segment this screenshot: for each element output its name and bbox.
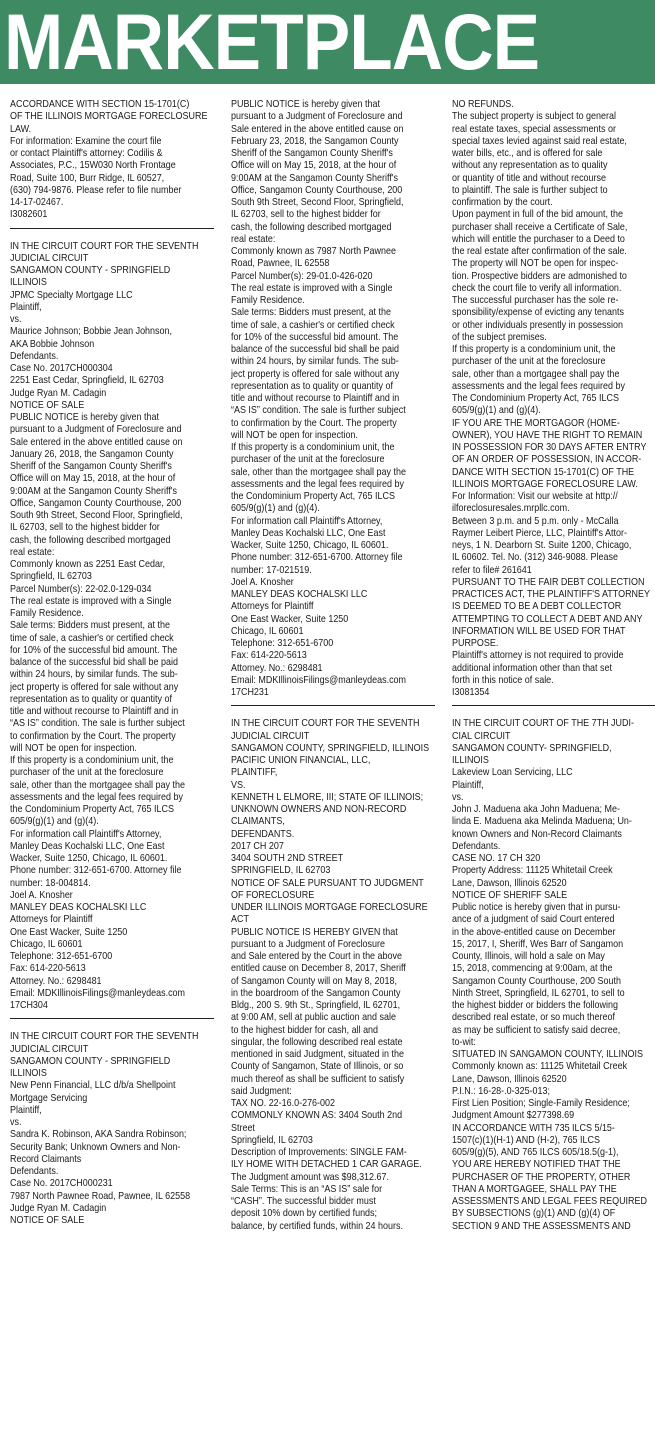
notice-line: NO REFUNDS. bbox=[452, 99, 514, 110]
notice-line: mentioned in said Judgment, situated in the bbox=[231, 1049, 404, 1060]
notice-line: or quantity of title and without recourse bbox=[452, 172, 606, 184]
notice-line: Judge Ryan M. Cadagin bbox=[10, 387, 107, 399]
notice-line: balance of the successful bid shall be paid bbox=[231, 344, 399, 355]
legal-notice bbox=[452, 718, 655, 1233]
notice-line: IS DEEMED TO BE A DEBT COLLECTOR bbox=[452, 601, 622, 613]
notice-line: to the highest bidder for cash, all and bbox=[231, 1024, 379, 1036]
legal-notice bbox=[10, 241, 214, 1013]
notice-line: forth in this notice of sale. bbox=[452, 674, 554, 686]
legal-notice bbox=[10, 99, 214, 222]
notice-line: ilforeclosuresales.mrpllc.com. bbox=[452, 503, 570, 515]
notice-line: Springfield, IL 62703 bbox=[10, 571, 92, 583]
notice-line: special taxes levied against said real estate, bbox=[452, 135, 627, 147]
notice-line: sale, other than the mortgagee shall pay the bbox=[10, 779, 185, 791]
notice-line: 1507(c)(1)(H-1) AND (H-2), 765 ILCS bbox=[452, 1134, 600, 1146]
notice-line: Plaintiff, bbox=[10, 1104, 42, 1116]
notice-line: representation as to quality or quantity of bbox=[10, 693, 172, 705]
notice-line: purchaser of the unit at the foreclosure bbox=[231, 454, 385, 466]
notice-line: If this property is a condominium unit, the bbox=[452, 344, 616, 355]
notice-line: Email: MDKIllinoisFilings@manleydeas.com bbox=[10, 987, 186, 999]
notice-line: SECTION 9 AND THE ASSESSMENTS AND bbox=[452, 1220, 631, 1232]
notice-line: Lane, Dawson, Illinois 62520 bbox=[452, 1073, 567, 1085]
notice-line: to plaintiff. The sale is further subject to bbox=[452, 184, 608, 196]
notice-line: Sale entered in the above entitled cause on bbox=[231, 123, 404, 135]
notice-line: 9:00AM at the Sangamon County Sheriff's bbox=[231, 172, 399, 184]
notice-line: at 9:00 AM, sell at public auction and sale bbox=[231, 1012, 396, 1024]
notice-line: I3082601 bbox=[10, 209, 48, 221]
notice-line: “CASH”. The successful bidder must bbox=[231, 1196, 376, 1207]
notice-line: Office will on May 15, 2018, at the hour of bbox=[231, 160, 397, 172]
notice-line: IL 62703, sell to the highest bidder for bbox=[10, 522, 160, 534]
notice-line: The real estate is improved with a Single bbox=[231, 282, 393, 294]
notice-line: February 23, 2018, the Sangamon County bbox=[231, 135, 399, 147]
notice-line: Plaintiff, bbox=[452, 779, 484, 791]
notice-line: and Sale entered by the Court in the above bbox=[231, 951, 402, 962]
notice-line: singular, the following described real estate bbox=[231, 1036, 403, 1048]
notice-line: BY SUBSECTIONS (g)(1) AND (g)(4) OF bbox=[452, 1208, 616, 1220]
notice-line: 605/9(g)(1) and (g)(4). bbox=[452, 405, 541, 417]
notice-line: ject property is offered for sale without any bbox=[10, 681, 179, 693]
notice-line: neys, 1 N. Dearborn St. Suite 1200, Chicago, bbox=[452, 540, 632, 551]
notice-line: County, Illinois, will hold a sale on May bbox=[452, 951, 605, 962]
notice-line: SPRINGFIELD, IL 62703 bbox=[231, 865, 331, 877]
notice-line: for 10% of the successful bid amount. The bbox=[10, 644, 178, 656]
notice-line: Public notice is hereby given that in pursu- bbox=[452, 902, 621, 913]
notice-line: CIAL CIRCUIT bbox=[452, 730, 511, 742]
notice-line: Joel A. Knosher bbox=[231, 576, 294, 588]
notice-line: NOTICE OF SALE PURSUANT TO JUDGMENT bbox=[231, 877, 424, 889]
notice-line: If this property is a condominium unit, the bbox=[231, 442, 395, 453]
notice-line: Attorneys for Plaintiff bbox=[10, 914, 93, 926]
notice-line: much thereof as shall be sufficient to satisfy bbox=[231, 1073, 405, 1085]
notice-line: in the boardroom of the Sangamon County bbox=[231, 987, 401, 999]
notice-line: Judge Ryan M. Cadagin bbox=[10, 1202, 107, 1214]
notice-line: UNKNOWN OWNERS AND NON-RECORD bbox=[231, 804, 407, 815]
notice-divider bbox=[10, 228, 214, 229]
notice-line: time of sale, a cashier's or certified check bbox=[231, 319, 395, 331]
notice-line: NOTICE OF SHERIFF SALE bbox=[452, 889, 568, 901]
notice-line: Sale Terms: This is an “AS IS” sale for bbox=[231, 1183, 383, 1195]
notice-line: Sheriff of the Sangamon County Sheriff's bbox=[231, 148, 393, 159]
notice-line: IN THE CIRCUIT COURT FOR THE SEVENTH bbox=[231, 718, 420, 730]
notice-line: 14-17-02467. bbox=[10, 197, 64, 208]
notice-line: I3081354 bbox=[452, 687, 490, 698]
notice-line: 9:00AM at the Sangamon County Sheriff's bbox=[10, 485, 178, 497]
notice-line: “AS IS” condition. The sale is further subject bbox=[10, 718, 185, 730]
notice-line: SANGAMON COUNTY, SPRINGFIELD, ILLINOIS bbox=[231, 742, 430, 754]
notice-line: Manley Deas Kochalski LLC, One East bbox=[231, 527, 386, 539]
legal-notice bbox=[231, 718, 435, 1233]
notice-line: cash, the following described mortgaged bbox=[10, 534, 171, 546]
notice-line: Parcel Number(s): 29-01.0-426-020 bbox=[231, 270, 373, 282]
notice-line: Defendants. bbox=[10, 1166, 59, 1177]
notice-line: described real estate, or so much thereof bbox=[452, 1012, 615, 1024]
notice-line: Plaintiff, bbox=[10, 301, 42, 313]
notice-line: within 24 hours, by similar funds. The sub- bbox=[10, 669, 178, 681]
notice-line: 15, 2018, commencing at 9:00am, at the bbox=[452, 963, 613, 975]
notice-line: title and without recourse to Plaintiff and in bbox=[10, 706, 179, 717]
notice-line: For information call Plaintiff's Attorney, bbox=[231, 515, 383, 527]
notice-line: Parcel Number(s): 22-02.0-129-034 bbox=[10, 583, 152, 595]
notice-line: pursuant to a Judgment of Foreclosure and bbox=[231, 111, 403, 123]
notice-line: for 10% of the successful bid amount. The bbox=[231, 331, 399, 343]
notice-line: THAN A MORTGAGEE, SHALL PAY THE bbox=[452, 1183, 617, 1195]
notice-line: tion. Prospective bidders are admonished to bbox=[452, 270, 627, 282]
notice-line: ILLINOIS bbox=[10, 1068, 47, 1079]
notice-line: The Judgment amount was $98,312.67. bbox=[231, 1171, 389, 1183]
notice-line: IL 62703, sell to the highest bidder for bbox=[231, 209, 381, 221]
notice-line: Commonly known as 7987 North Pawnee bbox=[231, 246, 396, 257]
notice-line: OF THE ILLINOIS MORTGAGE FORECLOSURE bbox=[10, 111, 208, 123]
notice-line: If this property is a condominium unit, the bbox=[10, 755, 174, 766]
notice-line: Upon payment in full of the bid amount, the bbox=[452, 209, 623, 221]
notice-divider bbox=[231, 705, 435, 706]
notice-line: PURCHASER OF THE PROPERTY, OTHER bbox=[452, 1171, 631, 1183]
notice-line: Sale terms: Bidders must present, at the bbox=[231, 307, 391, 319]
notice-line: assessments and the legal fees required by bbox=[452, 380, 625, 392]
notice-line: PUBLIC NOTICE is hereby given that bbox=[10, 412, 159, 423]
notice-line: Plaintiff's attorney is not required to provide bbox=[452, 650, 624, 662]
notice-line: The Condominium Property Act, 765 ILCS bbox=[452, 393, 619, 404]
column-3 bbox=[452, 99, 655, 1449]
notice-line: The successful purchaser has the sole re- bbox=[452, 295, 619, 306]
notice-line: check the court file to verify all information. bbox=[452, 282, 622, 294]
notice-line: One East Wacker, Suite 1250 bbox=[231, 613, 349, 625]
notice-line: Maurice Johnson; Bobbie Jean Johnson, bbox=[10, 326, 172, 338]
notice-line: purchaser of the unit at the foreclosure bbox=[452, 356, 606, 368]
legal-notice bbox=[231, 99, 435, 699]
notice-line: 605/9(g)(1) and (g)(4). bbox=[231, 503, 320, 515]
notice-line: sale, other than the mortgagee shall pay the bbox=[231, 466, 406, 478]
notice-line: One East Wacker, Suite 1250 bbox=[10, 926, 128, 938]
notice-line: ACCORDANCE WITH SECTION 15-1701(C) bbox=[10, 99, 190, 110]
notice-line: vs. bbox=[10, 314, 22, 325]
notice-line: Mortgage Servicing bbox=[10, 1092, 88, 1104]
notice-line: Raymer Leibert Pierce, LLC, Plaintiff's Attor- bbox=[452, 527, 627, 539]
notice-line: 605/9(g)(1) and (g)(4). bbox=[10, 816, 99, 828]
section-title: MARKETPLACE bbox=[4, 0, 540, 86]
notice-line: First Lien Position; Single-Family Residence; bbox=[452, 1098, 630, 1109]
notice-line: Sandra K. Robinson, AKA Sandra Robinson; bbox=[10, 1129, 187, 1141]
notice-line: additional information other than that set bbox=[452, 662, 612, 674]
notice-line: 15, 2017, I, Sheriff, Wes Barr of Sangamon bbox=[452, 938, 624, 950]
notice-line: SANGAMON COUNTY - SPRINGFIELD bbox=[10, 1055, 171, 1067]
notice-line: Joel A. Knosher bbox=[10, 889, 73, 901]
notice-line: IN ACCORDANCE WITH 735 ILCS 5/15- bbox=[452, 1122, 615, 1134]
notice-line: INFORMATION WILL BE USED FOR THAT bbox=[452, 625, 626, 637]
notice-line: 17CH231 bbox=[231, 687, 269, 698]
notice-line: ASSESSMENTS AND LEGAL FEES REQUIRED bbox=[452, 1196, 647, 1207]
notice-line: purchaser shall receive a Certificate of Sale, bbox=[452, 221, 628, 233]
notice-line: Case No. 2017CH000304 bbox=[10, 363, 113, 374]
notice-line: Description of Improvements: SINGLE FAM- bbox=[231, 1147, 407, 1158]
notice-line: TAX NO. 22-16.0-276-002 bbox=[231, 1098, 335, 1109]
notice-line: number: 18-004814. bbox=[10, 877, 91, 889]
notice-line: vs. bbox=[10, 1117, 22, 1128]
column-2 bbox=[231, 99, 435, 1449]
notice-line: Phone number: 312-651-6700. Attorney file bbox=[231, 552, 403, 564]
notice-line: January 26, 2018, the Sangamon County bbox=[10, 448, 174, 460]
notice-line: Defendants. bbox=[452, 840, 501, 852]
notice-line: Office will on May 15, 2018, at the hour of bbox=[10, 473, 176, 485]
notice-line: PURSUANT TO THE FAIR DEBT COLLECTION bbox=[452, 576, 645, 588]
notice-line: Commonly known as 2251 East Cedar, bbox=[10, 559, 165, 570]
notice-line: For information: Examine the court file bbox=[10, 135, 162, 147]
notice-line: said Judgment: bbox=[231, 1085, 292, 1097]
notice-line: KENNETH L ELMORE, III; STATE OF ILLINOIS; bbox=[231, 791, 424, 803]
notice-line: John J. Maduena aka John Maduena; Me- bbox=[452, 804, 620, 815]
notice-line: Commonly known as: 11125 Whitetail Creek bbox=[452, 1061, 628, 1073]
notice-line: the Condominium Property Act, 765 ILCS bbox=[10, 804, 174, 815]
notice-line: DANCE WITH SECTION 15-1701(C) OF THE bbox=[452, 466, 635, 478]
legal-notice bbox=[10, 1031, 214, 1227]
notice-line: ject property is offered for sale without any bbox=[231, 368, 400, 380]
notice-line: JUDICIAL CIRCUIT bbox=[10, 1043, 89, 1055]
notice-line: real estate: bbox=[231, 233, 276, 245]
notice-line: CASE NO. 17 CH 320 bbox=[452, 853, 541, 864]
notice-line: Chicago, IL 60601 bbox=[231, 625, 304, 637]
legal-notice bbox=[452, 99, 655, 699]
notice-line: Bldg., 200 S. 9th St., Springfield, IL 62701, bbox=[231, 1000, 401, 1011]
notice-line: Property Address: 11125 Whitetail Creek bbox=[452, 865, 613, 877]
notice-line: Telephone: 312-651-6700 bbox=[231, 638, 334, 649]
notice-line: without any representation as to quality bbox=[452, 160, 608, 172]
notice-line: South 9th Street, Second Floor, Springfield, bbox=[10, 510, 183, 521]
notice-line: Sheriff of the Sangamon County Sheriff's bbox=[10, 461, 172, 472]
notice-line: time of sale, a cashier's or certified check bbox=[10, 632, 174, 644]
notice-line: OF FORECLOSURE bbox=[231, 889, 315, 901]
notice-line: NOTICE OF SALE bbox=[10, 1215, 85, 1226]
notice-line: number: 17-021519. bbox=[231, 564, 312, 576]
notice-line: NOTICE OF SALE bbox=[10, 399, 85, 411]
notice-line: the Condominium Property Act, 765 ILCS bbox=[231, 491, 395, 502]
notice-line: water bills, etc., and is offered for sale bbox=[452, 148, 603, 159]
notice-line: refer to file# 261641 bbox=[452, 564, 532, 576]
notice-line: or other individuals presently in possession bbox=[452, 319, 623, 331]
notice-line: IF YOU ARE THE MORTGAGOR (HOME- bbox=[452, 417, 620, 429]
notice-line: in the above-entitled cause on December bbox=[452, 926, 616, 938]
notice-line: entitled cause on December 8, 2017, Sheriff bbox=[231, 963, 406, 975]
notice-line: “AS IS” condition. The sale is further subject bbox=[231, 405, 406, 417]
notice-line: ACT bbox=[231, 914, 249, 926]
notice-line: IL 60602. Tel. No. (312) 346-9088. Please bbox=[452, 552, 618, 564]
notice-line: representation as to quality or quantity of bbox=[231, 380, 393, 392]
notice-line: Record Claimants bbox=[10, 1153, 82, 1165]
notice-line: Wacker, Suite 1250, Chicago, IL 60601. bbox=[10, 853, 168, 864]
notice-line: will NOT be open for inspection. bbox=[231, 429, 358, 441]
notice-line: 605/9(g)(5), AND 765 ILCS 605/18.5(g-1), bbox=[452, 1147, 619, 1158]
notice-line: Road, Pawnee, IL 62558 bbox=[231, 258, 330, 270]
notice-line: ILY HOME WITH DETACHED 1 CAR GARAGE. bbox=[231, 1159, 422, 1171]
notice-line: For information call Plaintiff's Attorney, bbox=[10, 828, 162, 840]
notice-line: purchaser of the unit at the foreclosure bbox=[10, 767, 164, 779]
notice-line: will NOT be open for inspection. bbox=[10, 742, 137, 754]
notice-line: PUBLIC NOTICE IS HEREBY GIVEN that bbox=[231, 926, 398, 938]
notice-line: Chicago, IL 60601 bbox=[10, 938, 83, 950]
notice-line: JUDICIAL CIRCUIT bbox=[10, 252, 89, 264]
notice-line: real estate: bbox=[10, 546, 55, 558]
notice-line: pursuant to a Judgment of Foreclosure and bbox=[10, 424, 182, 436]
notice-line: Sale entered in the above entitled cause on bbox=[10, 436, 183, 448]
notice-line: JUDICIAL CIRCUIT bbox=[231, 730, 310, 742]
notice-line: PLAINTIFF, bbox=[231, 767, 278, 779]
notice-line: OF AN ORDER OF POSSESSION, IN ACCOR- bbox=[452, 454, 642, 466]
notice-line: PURPOSE. bbox=[452, 638, 499, 649]
notice-line: as may be sufficient to satisfy said decree, bbox=[452, 1024, 621, 1036]
marketplace-banner bbox=[0, 0, 655, 84]
notice-line: Attorney. No.: 6298481 bbox=[231, 662, 323, 674]
notice-line: to confirmation by the Court. The property bbox=[231, 417, 397, 429]
notice-divider bbox=[10, 1018, 214, 1019]
notice-line: Manley Deas Kochalski LLC, One East bbox=[10, 840, 165, 852]
notice-line: SITUATED IN SANGAMON COUNTY, ILLINOIS bbox=[452, 1049, 643, 1060]
notice-line: South 9th Street, Second Floor, Springfield, bbox=[231, 197, 404, 208]
notice-line: DEFENDANTS. bbox=[231, 828, 295, 840]
notice-line: sale, other than a mortgagee shall pay the bbox=[452, 368, 620, 380]
notice-line: to-wit: bbox=[452, 1036, 476, 1048]
notice-line: 7987 North Pawnee Road, Pawnee, IL 62558 bbox=[10, 1190, 191, 1202]
notice-line: pursuant to a Judgment of Foreclosure bbox=[231, 938, 385, 950]
notice-line: AKA Bobbie Johnson bbox=[10, 338, 95, 350]
notice-line: ILLINOIS bbox=[10, 277, 47, 289]
notice-line: 2017 CH 207 bbox=[231, 840, 284, 852]
notice-line: Telephone: 312-651-6700 bbox=[10, 951, 113, 962]
notice-line: Email: MDKIllinoisFilings@manleydeas.com bbox=[231, 674, 407, 686]
notice-line: Office, Sangamon County Courthouse, 200 bbox=[231, 184, 403, 196]
notice-line: Office, Sangamon County Courthouse, 200 bbox=[10, 497, 182, 509]
notice-line: The property will NOT be open for inspec- bbox=[452, 258, 619, 270]
notice-line: 3404 SOUTH 2ND STREET bbox=[231, 853, 344, 864]
notice-line: County of Sangamon, State of Illinois, or so bbox=[231, 1061, 404, 1073]
notice-line: assessments and the legal fees required by bbox=[10, 791, 183, 803]
notice-line: Phone number: 312-651-6700. Attorney file bbox=[10, 865, 182, 877]
notice-line: PRACTICES ACT, THE PLAINTIFF'S ATTORNEY bbox=[452, 589, 650, 600]
notice-line: COMMONLY KNOWN AS: 3404 South 2nd bbox=[231, 1110, 403, 1122]
notice-line: Attorney. No.: 6298481 bbox=[10, 975, 102, 987]
notice-line: title and without recourse to Plaintiff and in bbox=[231, 393, 400, 404]
notice-line: Road, Suite 100, Burr Ridge, IL 60527, bbox=[10, 172, 165, 184]
notice-line: LAW. bbox=[10, 123, 32, 135]
notice-line: New Penn Financial, LLC d/b/a Shellpoint bbox=[10, 1080, 176, 1092]
notice-line: Between 3 p.m. and 5 p.m. only - McCalla bbox=[452, 515, 619, 527]
notice-line: The real estate is improved with a Single bbox=[10, 595, 172, 607]
notice-line: MANLEY DEAS KOCHALSKI LLC bbox=[231, 589, 368, 600]
notice-line: The subject property is subject to general bbox=[452, 111, 616, 123]
notice-line: Fax: 614-220-5613 bbox=[10, 963, 86, 975]
notice-line: Security Bank; Unknown Owners and Non- bbox=[10, 1141, 181, 1153]
notice-line: UNDER ILLINOIS MORTGAGE FORECLOSURE bbox=[231, 902, 428, 913]
notice-line: of the subject premises. bbox=[452, 331, 547, 343]
notice-line: IN POSSESSION FOR 30 DAYS AFTER ENTRY bbox=[452, 442, 647, 453]
notice-line: Family Residence. bbox=[231, 295, 305, 306]
notice-line: real estate taxes, special assessments or bbox=[452, 123, 616, 135]
notice-line: Sale terms: Bidders must present, at the bbox=[10, 620, 170, 632]
notice-line: SANGAMON COUNTY - SPRINGFIELD bbox=[10, 265, 171, 276]
notice-line: IN THE CIRCUIT COURT FOR THE SEVENTH bbox=[10, 1031, 199, 1043]
notice-line: the highest bidder or bidders the following bbox=[452, 1000, 618, 1011]
notice-divider bbox=[452, 705, 655, 706]
notice-line: SANGAMON COUNTY- SPRINGFIELD, bbox=[452, 742, 612, 754]
notice-line: or contact Plaintiff's attorney: Codilis & bbox=[10, 148, 163, 159]
notice-line: sponsibility/expense of evicting any tenants bbox=[452, 307, 624, 319]
notice-line: Lane, Dawson, Illinois 62520 bbox=[452, 877, 567, 889]
notice-line: Street bbox=[231, 1122, 255, 1134]
notice-line: Judgment Amount $277398.69 bbox=[452, 1110, 575, 1122]
notice-line: ATTEMPTING TO COLLECT A DEBT AND ANY bbox=[452, 613, 643, 625]
notice-line: to confirmation by the Court. The property bbox=[10, 730, 176, 742]
notice-line: VS. bbox=[231, 779, 246, 791]
notice-line: IN THE CIRCUIT COURT OF THE 7TH JUDI- bbox=[452, 718, 634, 730]
notice-line: MANLEY DEAS KOCHALSKI LLC bbox=[10, 902, 147, 913]
notice-line: ILLINOIS bbox=[452, 755, 489, 766]
notice-line: deposit 10% down by certified funds; bbox=[231, 1208, 378, 1220]
notice-line: For Information: Visit our website at http:// bbox=[452, 491, 618, 502]
notice-line: of Sangamon County will on May 8, 2018, bbox=[231, 975, 397, 987]
notice-line: Case No. 2017CH000231 bbox=[10, 1178, 113, 1190]
notice-line: Attorneys for Plaintiff bbox=[231, 601, 314, 613]
notice-line: cash, the following described mortgaged bbox=[231, 221, 392, 233]
notice-line: (630) 794-9876. Please refer to file number bbox=[10, 184, 182, 196]
notice-line: Wacker, Suite 1250, Chicago, IL 60601. bbox=[231, 540, 389, 551]
notice-line: Lakeview Loan Servicing, LLC bbox=[452, 767, 573, 779]
notice-line: which will entitle the purchaser to a Deed to bbox=[452, 233, 625, 245]
notice-line: IN THE CIRCUIT COURT FOR THE SEVENTH bbox=[10, 240, 199, 252]
notice-line: Fax: 614-220-5613 bbox=[231, 650, 307, 662]
notice-line: Associates, P.C., 15W030 North Frontage bbox=[10, 160, 176, 172]
notice-line: within 24 hours, by similar funds. The sub- bbox=[231, 356, 399, 368]
notice-line: PACIFIC UNION FINANCIAL, LLC, bbox=[231, 755, 371, 766]
notice-line: PUBLIC NOTICE is hereby given that bbox=[231, 99, 380, 110]
notice-line: Sangamon County Courthouse, 200 South bbox=[452, 975, 621, 987]
notice-line: Family Residence. bbox=[10, 608, 84, 619]
column-1 bbox=[10, 99, 214, 1449]
notice-line: confirmation by the court. bbox=[452, 197, 553, 208]
notice-line: Defendants. bbox=[10, 350, 59, 362]
notice-line: 2251 East Cedar, Springfield, IL 62703 bbox=[10, 375, 164, 387]
notice-line: Ninth Street, Springfield, IL 62701, to sell to bbox=[452, 987, 625, 999]
notice-line: known Owners and Non-Record Claimants bbox=[452, 828, 622, 840]
notice-line: CLAIMANTS, bbox=[231, 816, 285, 828]
notice-line: P.I.N.: 16-28-.0-325-013; bbox=[452, 1085, 551, 1097]
notice-line: linda E. Maduena aka Melinda Maduena; Un- bbox=[452, 816, 632, 828]
notice-line: vs. bbox=[452, 791, 464, 803]
notice-line: JPMC Specialty Mortgage LLC bbox=[10, 289, 133, 301]
notice-line: ILLINOIS MORTGAGE FORECLOSURE LAW. bbox=[452, 478, 638, 490]
notice-line: balance of the successful bid shall be paid bbox=[10, 657, 178, 668]
notice-line: 17CH304 bbox=[10, 1000, 48, 1011]
notice-line: balance, by certified funds, within 24 hours. bbox=[231, 1220, 403, 1232]
notice-line: ance of a judgment of said Court entered bbox=[452, 914, 615, 926]
notice-line: OWNER), YOU HAVE THE RIGHT TO REMAIN bbox=[452, 429, 643, 441]
notice-line: the real estate after confirmation of the sale. bbox=[452, 246, 627, 257]
notice-line: YOU ARE HEREBY NOTIFIED THAT THE bbox=[452, 1159, 621, 1171]
notice-line: assessments and the legal fees required by bbox=[231, 478, 404, 490]
notice-line: Springfield, IL 62703 bbox=[231, 1134, 313, 1146]
